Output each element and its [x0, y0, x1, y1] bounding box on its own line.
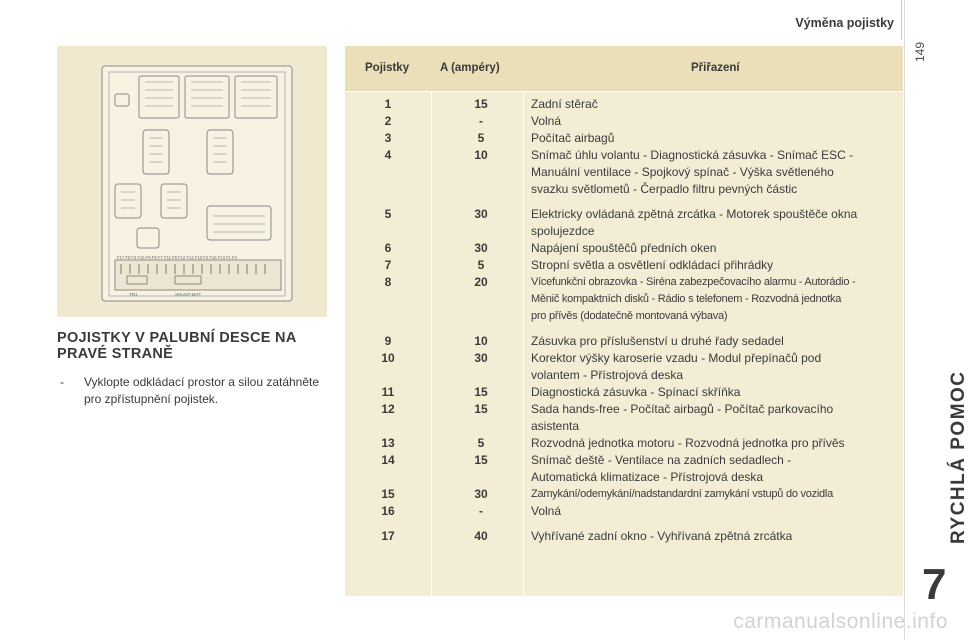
section-heading-line1: POJISTKY V PALUBNÍ DESCE NA — [57, 330, 297, 346]
header-divider — [901, 0, 902, 40]
fuse-assignment — [531, 274, 903, 325]
assignment-line: Stropní světla a osvětlení odkládací přihrádky — [531, 258, 774, 272]
table-row — [345, 435, 903, 452]
assignment-line: Manuální ventilace - Spojkový spínač - Výška světleného — [531, 165, 834, 179]
instruction-dash: - — [60, 375, 64, 389]
assignment-line: Elektricky ovládaná zpětná zrcátka - Motorek spouštěče okna — [531, 207, 858, 221]
fuse-amperage: 30 — [474, 207, 488, 221]
fuse-amperage: 5 — [477, 436, 485, 450]
fuse-assignment — [531, 350, 903, 384]
fuse-assignment — [531, 96, 903, 113]
header-assignment: Přiřazení — [691, 62, 740, 74]
assignment-line: spolujezdce — [531, 224, 595, 238]
fuse-amperage: 5 — [477, 258, 485, 272]
fuse-assignment — [531, 240, 903, 257]
assignment-line: Počítač airbagů — [531, 131, 615, 145]
row-spacer — [345, 198, 903, 206]
fuse-amperage: 40 — [474, 529, 488, 543]
header-fuses: Pojistky — [365, 62, 410, 74]
side-divider — [904, 0, 905, 640]
row-spacer — [345, 325, 903, 333]
fuse-number: 14 — [381, 453, 395, 467]
fuse-tag-right: SHUNT-MVT — [175, 292, 202, 297]
table-row — [345, 350, 903, 384]
table-row — [345, 113, 903, 130]
fuse-number: 1 — [384, 97, 392, 111]
fuse-assignment — [531, 486, 903, 503]
fuse-amperage: 5 — [477, 131, 485, 145]
fuse-number: 9 — [384, 334, 392, 348]
fuse-amperage: 10 — [474, 148, 488, 162]
assignment-line: Snímač deště - Ventilace na zadních sedadlech - — [531, 453, 792, 467]
table-row — [345, 528, 903, 545]
fuse-assignment — [531, 130, 903, 147]
row-spacer — [345, 520, 903, 528]
fuse-assignment — [531, 503, 903, 520]
fuse-number: 5 — [384, 207, 392, 221]
fuse-amperage: - — [479, 504, 483, 518]
fuse-box-drawing — [57, 46, 327, 317]
assignment-line: svazku světlometů - Čerpadlo filtru pevných částic — [531, 182, 798, 196]
table-body — [345, 96, 903, 545]
fuse-assignment — [531, 333, 903, 350]
fuse-number: 3 — [384, 131, 392, 145]
chapter-label: RYCHLÁ POMOC — [948, 370, 969, 544]
table-row — [345, 257, 903, 274]
fuse-assignment — [531, 113, 903, 130]
table-row — [345, 401, 903, 435]
fuse-box-illustration — [57, 46, 327, 317]
fuse-number: 2 — [384, 114, 392, 128]
page-number: 149 — [913, 41, 927, 62]
table-row — [345, 333, 903, 350]
fuse-number: 15 — [381, 487, 395, 501]
fuse-amperage: 20 — [474, 275, 488, 289]
instruction-item — [60, 374, 330, 408]
assignment-line: Diagnostická zásuvka - Spínací skříňka — [531, 385, 741, 399]
assignment-line: Vyhřívané zadní okno - Vyhřívaná zpětná zrcátka — [531, 529, 793, 543]
fuse-number: 4 — [384, 148, 392, 162]
fuse-amperage: 15 — [474, 453, 488, 467]
fuse-amperage: 30 — [474, 351, 488, 365]
fuse-assignment — [531, 147, 903, 198]
table-row — [345, 240, 903, 257]
section-heading — [57, 330, 332, 362]
table-row — [345, 206, 903, 240]
assignment-line: Automatická klimatizace - Přístrojová deska — [531, 470, 764, 484]
fuse-tag-left: TR1 — [129, 292, 138, 297]
fuse-amperage: 30 — [474, 487, 488, 501]
table-row — [345, 96, 903, 113]
fuse-number: 10 — [381, 351, 395, 365]
fuse-assignment — [531, 401, 903, 435]
fuse-number: 16 — [381, 504, 395, 518]
page-header-title: Výměna pojistky — [795, 16, 894, 30]
header-amperes: A (ampéry) — [440, 62, 500, 74]
table-row — [345, 503, 903, 520]
table-row — [345, 452, 903, 486]
table-row — [345, 147, 903, 198]
fuse-assignment — [531, 206, 903, 240]
assignment-line: Zásuvka pro příslušenství u druhé řady sedadel — [531, 334, 784, 348]
instruction-text: Vyklopte odkládací prostor a silou zatáhněte pro zpřístupnění pojistek. — [84, 375, 320, 406]
table-header — [345, 46, 903, 91]
assignment-line: Volná — [531, 114, 562, 128]
fuse-amperage: 30 — [474, 241, 488, 255]
fuse-number: 12 — [381, 402, 395, 416]
watermark: carmanualsonline.info — [733, 610, 948, 633]
assignment-line: pro přívěs (dodatečně montovaná výbava) — [531, 310, 728, 322]
header-divider-line — [345, 91, 903, 92]
assignment-line: Napájení spouštěčů předních oken — [531, 241, 717, 255]
fuse-number: 17 — [381, 529, 395, 543]
assignment-line: Snímač úhlu volantu - Diagnostická zásuvka - Snímač ESC - — [531, 148, 854, 162]
assignment-line: Měnič kompaktních disků - Rádio s telefonem - Rozvodná jednotka — [531, 293, 842, 305]
fuse-number: 13 — [381, 436, 395, 450]
fuse-number: 6 — [384, 241, 392, 255]
fuse-number: 8 — [384, 275, 392, 289]
table-row — [345, 486, 903, 503]
fuse-amperage: 15 — [474, 97, 488, 111]
fuse-amperage: 10 — [474, 334, 488, 348]
assignment-line: Zamykání/odemykání/nadstandardní zamykání vstupů do vozidla — [531, 488, 833, 500]
assignment-line: volantem - Přístrojová deska — [531, 368, 684, 382]
fuse-assignment — [531, 528, 903, 545]
fuse-assignment — [531, 384, 903, 401]
table-row — [345, 384, 903, 401]
fuse-table — [345, 46, 903, 596]
fuse-amperage: - — [479, 114, 483, 128]
table-row — [345, 130, 903, 147]
table-row — [345, 274, 903, 325]
section-heading-line2: PRAVÉ STRANĚ — [57, 346, 174, 362]
fuse-assignment — [531, 257, 903, 274]
fuse-position-labels: F17 F8 F3 F15 F6 F5 F7 F11 F9 F12 F14 F10 F2 F16 F13 F1 F4 — [117, 255, 238, 260]
fuse-amperage: 15 — [474, 385, 488, 399]
fuse-number: 7 — [384, 258, 392, 272]
fuse-assignment — [531, 435, 903, 452]
assignment-line: Zadní stěrač — [531, 97, 598, 111]
assignment-line: Vícefunkční obrazovka - Siréna zabezpečovacího alarmu - Autorádio - — [531, 276, 856, 288]
assignment-line: asistenta — [531, 419, 580, 433]
assignment-line: Sada hands-free - Počítač airbagů - Počítač parkovacího — [531, 402, 834, 416]
assignment-line: Rozvodná jednotka motoru - Rozvodná jednotka pro přívěs — [531, 436, 845, 450]
chapter-number: 7 — [922, 560, 947, 609]
fuse-number: 11 — [381, 385, 395, 399]
assignment-line: Korektor výšky karoserie vzadu - Modul přepínačů pod — [531, 351, 822, 365]
assignment-line: Volná — [531, 504, 562, 518]
fuse-assignment — [531, 452, 903, 486]
fuse-amperage: 15 — [474, 402, 488, 416]
